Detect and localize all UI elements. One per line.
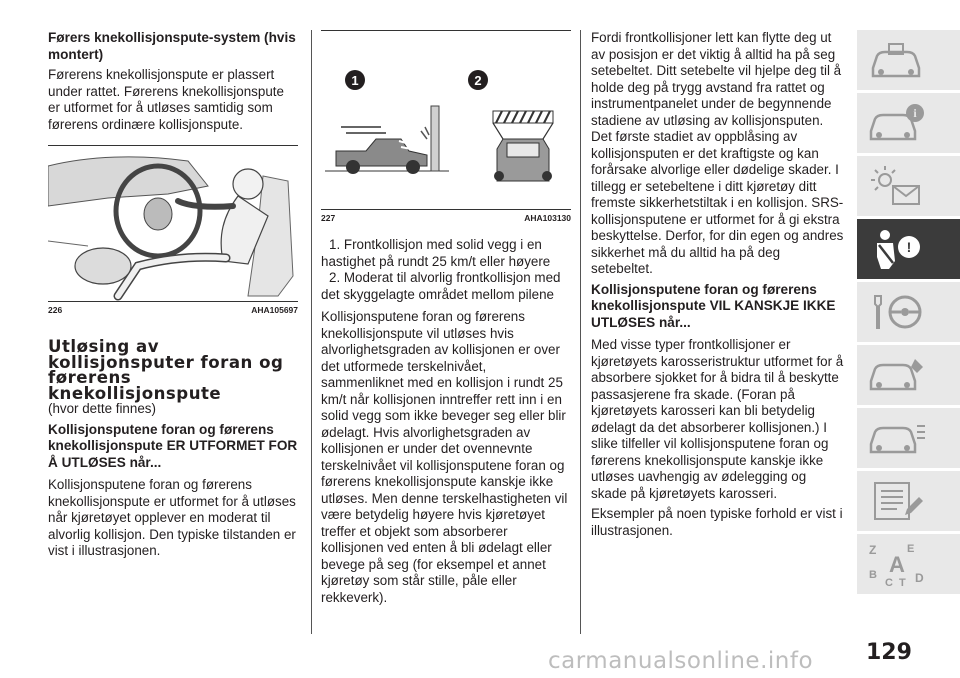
figure-227-caption [321,213,571,223]
section-title: Utløsing av kollisjonsputer foran og førerens knekollisjonspute [48,337,284,403]
paragraph-knee-airbag-location: Førerens knekollisjonspute er plassert under rattet. Førerens knekollisjonspute er utformet for å utløses samtidig som førerens ordinære kollisjonspute. [48,67,284,132]
car-info-i-icon [867,101,927,145]
column-1 [48,30,298,560]
tab-car-info-i[interactable] [857,93,960,153]
tab-alphabetical-index[interactable] [857,534,960,594]
paragraph-body-structure: Med visse typer frontkollisjoner er kjøretøyets karosseristruktur utformet for å absorbere sjokket for å bidra til å beskytte passasjerene fra skade. (Foran på kjøretøyets karosseri kan bli betydelig ødelagt da det absorberer kollisjonen.) I slike tilfeller vil kollisjonsputene foran og førerens knekollisjonspute kanskje ikke utløses uavhengig av ødelegging og skade på kjøretøyets karosseri. [591,337,844,501]
column-3 [591,30,844,539]
tab-lights-message[interactable] [857,156,960,216]
tab-car-maintenance[interactable] [857,345,960,405]
svg-text:!: ! [906,239,912,255]
paragraph-threshold: Kollisjonsputene foran og førerens knekollisjonspute vil utløses hvis alvorlighetsgraden av kollisjonen er over det utformede terskelnivået, sammenliknet med en kollisjon i rundt 25 km/t når kollisjonen inntreffer rett inn i en solid vegg som ikke beveger seg eller blir ødelagt. Hvis alvorlighetsgraden av kollisjonen er under det ovennevnte terskelnivået vil kollisjonsputene foran og førerens knekollisjonspute kanskje ikke utløses. Men denne terskelhastigheten vil være betydelig høyere hvis kjøretøyet treffer et objekt som absorberer kollisjonen ved enten å bli ødelagt eller bevege på seg (for eksempel et annet kjøretøy som står stille, påle eller rekkeverk). [321,309,568,605]
watermark: carmanualsonline.info [548,648,814,674]
figure-227 [321,30,571,210]
column-divider [580,30,581,634]
alphabetical-index-icon [867,540,937,588]
figure-226-caption [48,305,298,315]
svg-text:E: E [907,543,915,555]
tab-document-list[interactable] [857,471,960,531]
page-number: 129 [866,640,912,665]
tab-car-specs[interactable] [857,408,960,468]
heading-may-not-deploy: Kollisjonsputene foran og førerens knekollisjonspute VIL KANSKJE IKKE UTLØSES når... [591,281,836,330]
car-info-icon [867,38,927,82]
svg-text:i: i [913,106,917,120]
list-item-1: 1. Frontkollisjon med solid vegg i en hastighet på rundt 25 km/t eller høyere [321,237,551,269]
figure-number: 226 [48,305,63,315]
column-divider [311,30,312,634]
list-item-2: 2. Moderat til alvorlig frontkollisjon med det skyggelagte området mellom pilene [321,270,561,302]
car-maintenance-icon [867,353,927,397]
tab-seatbelt-airbag[interactable] [857,219,960,279]
figure-label-1: 1 [351,73,359,88]
frontal-collision-illustration [321,31,571,209]
svg-text:Z: Z [869,543,877,557]
heading-knee-airbag-system: Førers knekollisjonspute-system (hvis montert) [48,30,296,62]
paragraph-deploy-conditions: Kollisjonsputene foran og førerens knekollisjonspute er utformet for å utløses når kjøretøyet opplever en moderat til alvorlig kollisjon. Den typiske tilstanden er vist i illustrasjonen. [48,477,296,558]
steering-wrench-icon [867,290,927,334]
chapter-tabs [857,30,960,597]
lights-message-icon [867,164,927,208]
figure-number: 227 [321,213,336,223]
svg-text:B: B [869,569,877,581]
figure-label-2: 2 [474,73,482,88]
section-note: (hvor dette finnes) [48,401,156,416]
figure-226 [48,145,298,302]
svg-text:T: T [899,577,906,588]
figure-code: AHA103130 [524,213,571,223]
driver-knee-airbag-illustration [48,146,298,301]
column-2 [321,30,571,606]
svg-text:D: D [915,571,924,585]
heading-designed-to-deploy: Kollisjonsputene foran og førerens knekollisjonspute ER UTFORMET FOR Å UTLØSES når... [48,421,298,470]
paragraph-examples: Eksempler på noen typiske forhold er vist i illustrasjonen. [591,506,843,538]
car-specs-icon [867,416,927,460]
seatbelt-airbag-icon [867,227,927,271]
document-list-icon [867,479,927,523]
svg-text:A: A [889,552,905,577]
svg-text:C: C [885,577,893,588]
tab-steering-wrench[interactable] [857,282,960,342]
figure-code: AHA105697 [251,305,298,315]
paragraph-seatbelt: Fordi frontkollisjoner lett kan flytte deg ut av posisjon er det viktig å alltid ha på seg setebeltet. Ditt setebelte vil hjelpe deg til å holde deg på trygg avstand fra rattet og instrumentpanelet under de begynnende stadiene av utløsing av kollisjonsputen. Det første stadiet av oppblåsing av kollisjonsputen er det kraftigste og kan forårsake alvorlige eller dødelige skader. I tillegg er setebeltene i ditt kjøretøy ditt fremste sikkerhetstiltak i en kollisjon. SRS-kollisjonsputene er utformet for å gi ekstra beskyttelse. Derfor, for din egen og andres sikkerhet må du alltid ha på deg setebeltet. [591,30,844,276]
tab-car-info[interactable] [857,30,960,90]
